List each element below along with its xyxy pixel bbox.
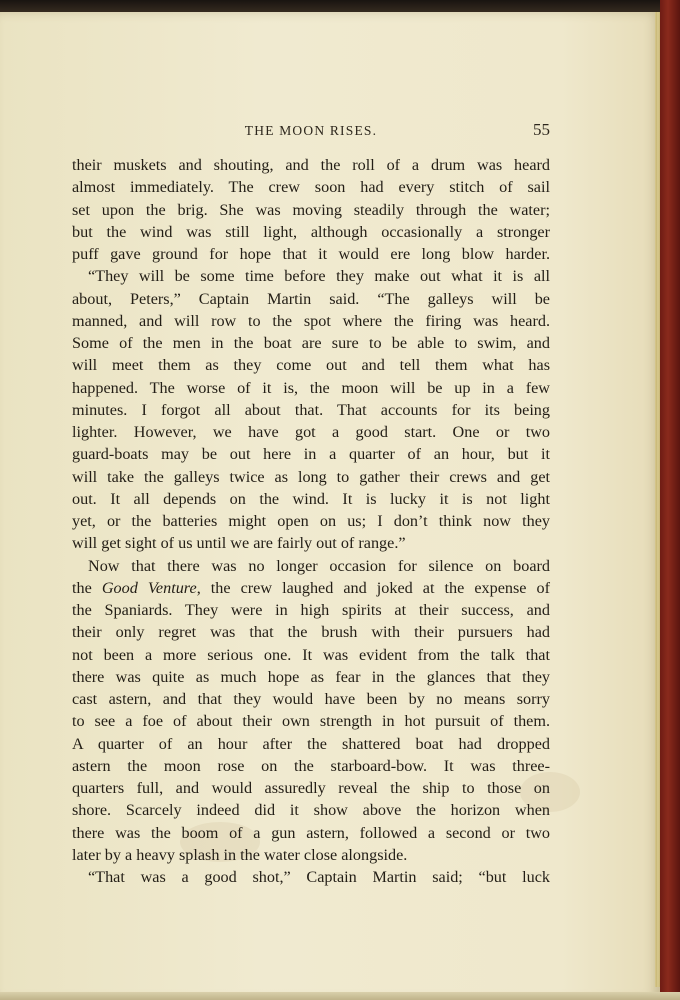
text-line: their muskets and shouting, and the roll of a drum was heard <box>72 156 550 174</box>
text-line: but the wind was still light, although occasionally a stronger <box>72 222 550 241</box>
text-fragment: the <box>72 578 102 597</box>
text-line: set upon the brig. She was moving steadily through the water; <box>72 200 550 219</box>
page-number: 55 <box>533 120 550 139</box>
text-line <box>72 577 550 599</box>
running-head <box>72 120 550 142</box>
text-line: lighter. However, we have got a good start. One or two <box>72 423 550 441</box>
text-line: about, Peters,” Captain Martin said. “The galleys will be <box>72 289 550 308</box>
book-binding <box>660 0 680 1000</box>
text-line: Some of the men in the boat are sure to be able to swim, and <box>72 334 550 352</box>
text-line: will get sight of us until we are fairly out of range.” <box>72 534 406 553</box>
text-line: puff gave ground for hope that it would ere long blow harder. <box>72 245 550 263</box>
body-text <box>72 154 550 888</box>
text-line: shore. Scarcely indeed did it show above the horizon when <box>72 801 550 820</box>
text-line: yet, or the batteries might open on us; I don’t think now they <box>72 512 550 530</box>
text-line: the Spaniards. They were in high spirits at their success, and <box>72 601 550 619</box>
text-fragment: , the crew laughed and joked at the expense of <box>196 578 550 597</box>
text-line: astern the moon rose on the starboard-bow. It was three- <box>72 756 550 775</box>
text-line: Now that there was no longer occasion for silence on board <box>88 556 550 575</box>
text-line: “That was a good shot,” Captain Martin said; “but luck <box>88 868 550 886</box>
text-line: will take the galleys twice as long to gather their crews and get <box>72 467 550 486</box>
text-line: almost immediately. The crew soon had every stitch of sail <box>72 178 550 197</box>
text-line: cast astern, and that they would have been by no means sorry <box>72 690 550 708</box>
text-line: later by a heavy splash in the water close alongside. <box>72 845 408 864</box>
text-line: there was the boom of a gun astern, followed a second or two <box>72 823 550 842</box>
text-line: “They will be some time before they make out what it is all <box>88 267 550 286</box>
text-line: manned, and will row to the spot where the firing was heard. <box>72 311 550 330</box>
chapter-title: THE MOON RISES. <box>244 123 378 138</box>
text-line: happened. The worse of it is, the moon will be up in a few <box>72 378 550 397</box>
text-line: will meet them as they come out and tell them what has <box>72 356 550 375</box>
text-line: minutes. I forgot all about that. That accounts for its being <box>72 400 550 419</box>
text-line: not been a more serious one. It was evident from the talk that <box>72 645 550 664</box>
text-line: guard-boats may be out here in a quarter of an hour, but it <box>72 445 550 464</box>
text-line: out. It all depends on the wind. It is lucky it is not light <box>72 489 550 508</box>
ship-name: Good Venture <box>101 578 197 597</box>
text-line: A quarter of an hour after the shattered boat had dropped <box>72 734 550 753</box>
text-line: their only regret was that the brush with their pursuers had <box>72 623 550 642</box>
text-line: to see a foe of about their own strength in hot pursuit of them. <box>72 712 550 731</box>
text-line: there was quite as much hope as fear in the glances that they <box>72 667 550 686</box>
text-line: quarters full, and would assuredly reveal the ship to those on <box>72 779 550 797</box>
lower-page-strip <box>0 992 680 1000</box>
